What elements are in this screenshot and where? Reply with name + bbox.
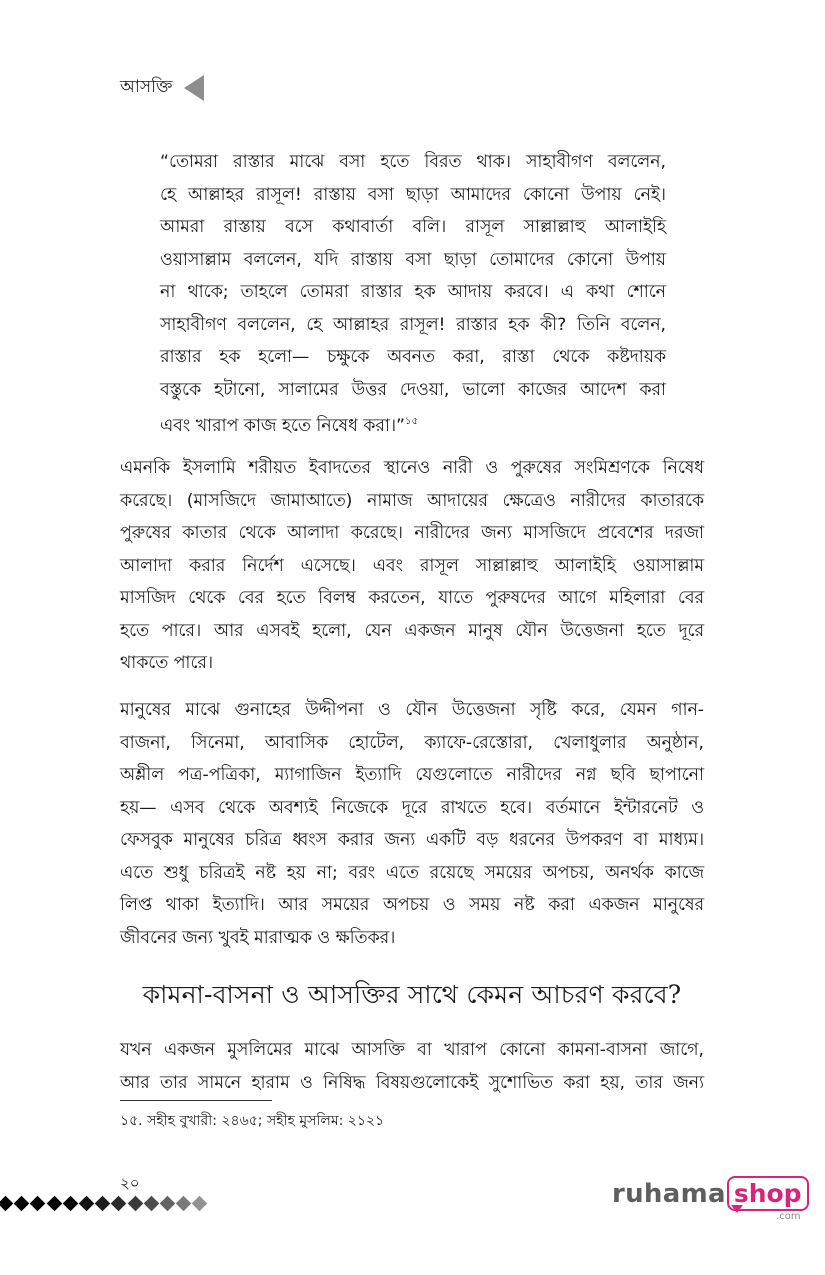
quote-line: রাস্তার হক হলো— চক্ষুকে অবনত করা, রাস্তা থেকে কষ্টদায়ক (160, 347, 666, 367)
diamond-ornament-icon (95, 1196, 111, 1212)
quote-line: সাহাবীগণ বললেন, হে আল্লাহর রাসূল! রাস্তার হক কী? তিনি বলেন, (160, 314, 666, 335)
paragraph-line: মাসজিদ থেকে বের হতে বিলম্ব করতেন, যাতে পুরুষদের আগে মহিলারা বের (120, 588, 704, 608)
paragraph-line: জীবনের জন্য খুবই মারাত্মক ও ক্ষতিকর। (120, 927, 396, 948)
diamond-ornament-icon (127, 1196, 143, 1212)
paragraph-2 (120, 694, 704, 954)
logo-shop-badge (727, 1176, 809, 1222)
logo-domain: .com (776, 1211, 801, 1222)
diamond-ornament-icon (79, 1196, 95, 1212)
left-triangle-icon (184, 75, 204, 101)
diamond-ornament-icon (143, 1196, 159, 1212)
diamond-ornament-icon (14, 1196, 30, 1212)
quote-line: বস্তুকে হটানো, সালামের উত্তর দেওয়া, ভালো কাজের আদেশ করা (160, 379, 666, 400)
page-number: ২০ (120, 1174, 140, 1192)
ruhamashop-logo (612, 1176, 809, 1222)
diamond-ornament-icon (111, 1196, 127, 1212)
footnote: ১৫. সহীহ বুখারী: ২৪৬৫; সহীহ মুসলিম: ২১২১ (120, 1113, 385, 1129)
paragraph-line: এমনকি ইসলামি শরীয়ত ইবাদতের স্থানেও নারী ও পুরুষের সংমিশ্রণকে নিষেধ (120, 458, 704, 478)
quote-line: এবং খারাপ কাজ হতে নিষেধ করা।” (160, 416, 405, 436)
paragraph-line: ফেসবুক মানুষের চরিত্র ধ্বংস করার জন্য একটি বড় ধরনের উপকরণ বা মাধ্যম। (120, 830, 704, 850)
header-title: আসক্তি (120, 77, 173, 97)
logo-name: ruhama (612, 1179, 726, 1209)
quote-line: ওয়াসাল্লাম বললেন, যদি রাস্তায় বসা ছাড়া তোমাদের কোনো উপায় (160, 249, 666, 270)
quote-line: না থাকে; তাহলে তোমরা রাস্তার হক আদায় করবে। এ কথা শোনে (160, 282, 666, 302)
diamond-ornament-icon (176, 1196, 192, 1212)
quote-line-last (160, 406, 666, 443)
running-header (120, 74, 204, 102)
decorative-diamond-row (0, 1198, 210, 1209)
paragraph-1 (120, 452, 704, 680)
diamond-ornament-icon (62, 1196, 78, 1212)
hadith-quote (160, 146, 666, 443)
paragraph-line: লিপ্ত থাকা ইত্যাদি। আর সময়ের অপচয় ও সময় নষ্ট করা একজন মানুষের (120, 895, 704, 915)
logo-shop-text: shop (733, 1178, 802, 1208)
paragraph-line: আলাদা করার নির্দেশ এসেছে। এবং রাসূল সাল্লাল্লাহু আলাইহি ওয়াসাল্লাম (120, 555, 704, 576)
diamond-ornament-icon (30, 1196, 46, 1212)
paragraph-line: পুরুষের কাতার থেকে আলাদা করেছে। নারীদের জন্য মাসজিদে প্রবেশের দরজা (120, 523, 704, 543)
paragraph-line: হতে পারে। আর এসবই হলো, যেন একজন মানুষ যৌন উত্তেজনা হতে দূরে (120, 620, 704, 641)
speech-bubble-tail-icon (731, 1205, 743, 1213)
diamond-ornament-icon (192, 1196, 208, 1212)
paragraph-line: অশ্লীল পত্র-পত্রিকা, ম্যাগাজিন ইত্যাদি যেগুলোতে নারীদের নগ্ন ছবি ছাপানো (120, 765, 704, 785)
section-heading: কামনা-বাসনা ও আসক্তির সাথে কেমন আচরণ করবে? (142, 980, 682, 1009)
paragraph-3 (120, 1034, 704, 1099)
quote-line: “তোমরা রাস্তার মাঝে বসা হতে বিরত থাক। সাহাবীগণ বললেন, (160, 152, 666, 172)
quote-line: আমরা রাস্তায় বসে কথাবার্তা বলি। রাসূল সাল্লাল্লাহু আলাইহি (160, 217, 666, 237)
diamond-ornament-icon (46, 1196, 62, 1212)
paragraph-line: আর তার সামনে হারাম ও নিষিদ্ধ বিষয়গুলোকেই সুশোভিত করা হয়, তার জন্য (120, 1072, 704, 1093)
paragraph-line: এতে শুধু চরিত্রই নষ্ট হয় না; বরং এতে রয়েছে সময়ের অপচয়, অনর্থক কাজে (120, 862, 704, 883)
paragraph-line: যখন একজন মুসলিমের মাঝে আসক্তি বা খারাপ কোনো কামনা-বাসনা জাগে, (120, 1040, 704, 1060)
quote-line: হে আল্লাহর রাসূল! রাস্তায় বসা ছাড়া আমাদের কোনো উপায় নেই। (160, 184, 666, 205)
diamond-ornament-icon (160, 1196, 176, 1212)
paragraph-line: হয়— এসব থেকে অবশ্যই নিজেকে দূরে রাখতে হবে। বর্তমানে ইন্টারনেট ও (120, 797, 704, 818)
paragraph-line: মানুষের মাঝে গুনাহের উদ্দীপনা ও যৌন উত্তেজনা সৃষ্টি করে, যেমন গান- (120, 700, 704, 720)
diamond-ornament-icon (0, 1196, 13, 1212)
footnote-divider (120, 1100, 272, 1101)
paragraph-line: থাকতে পারে। (120, 653, 214, 673)
footnote-reference[interactable]: ১৫ (405, 416, 418, 427)
paragraph-line: করেছে। (মাসজিদে জামাআতে) নামাজ আদায়ের ক্ষেত্রেও নারীদের কাতারকে (120, 490, 704, 511)
paragraph-line: বাজনা, সিনেমা, আবাসিক হোটেল, ক্যাফে-রেস্তোরা, খেলাধুলার অনুষ্ঠান, (120, 732, 704, 753)
